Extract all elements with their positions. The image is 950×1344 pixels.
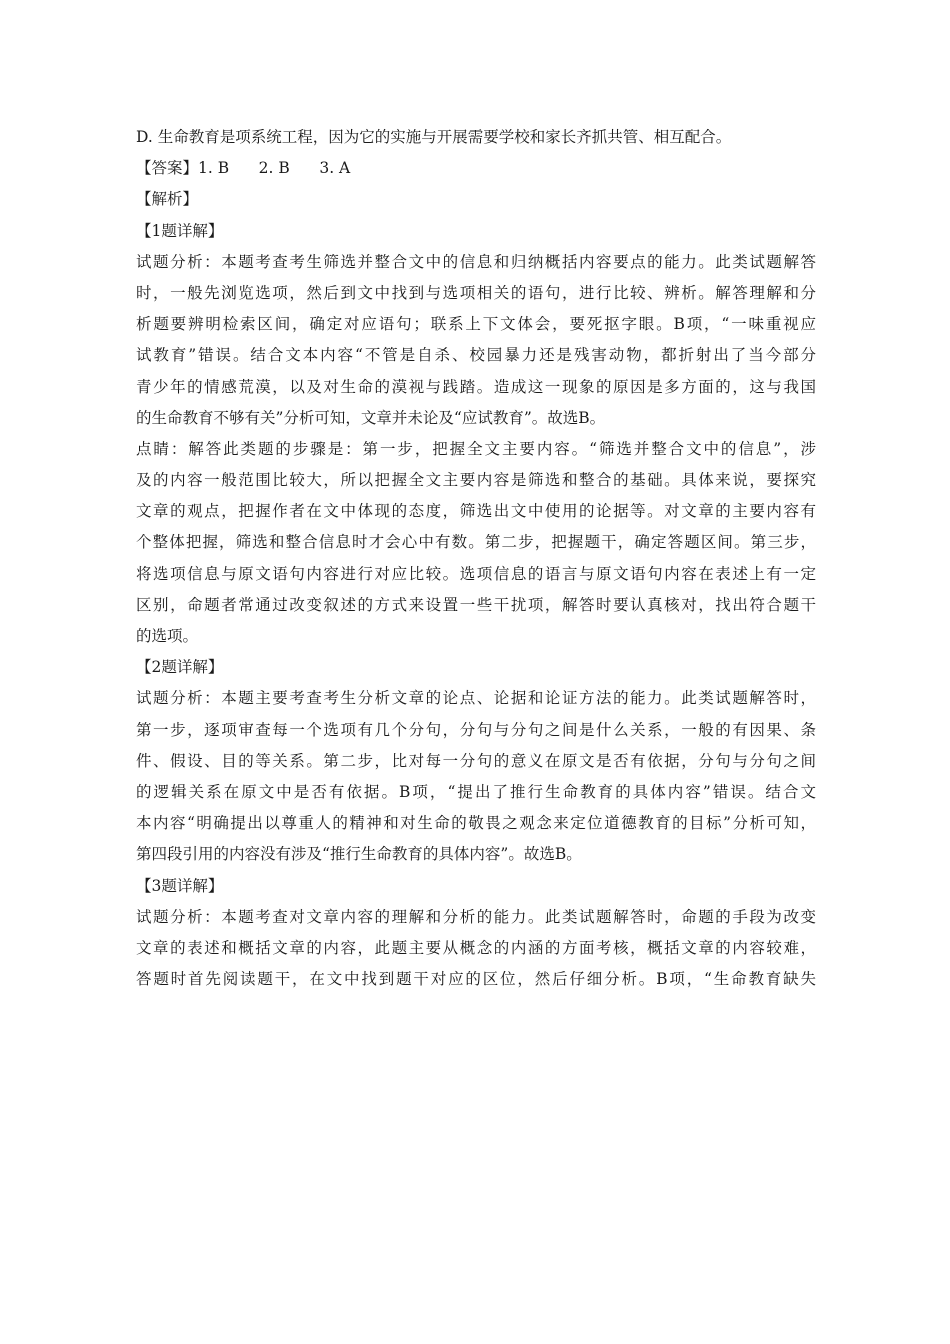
tip-line: 个整体把握，筛选和整合信息时才会心中有数。第二步，把握题干，确定答题区间。第三步， <box>136 533 816 552</box>
tip-line: 区别，命题者常通过改变叙述的方式来设置一些干扰项，解答时要认真核对，找出符合题干 <box>136 595 816 614</box>
q1-analysis-line: 青少年的情感荒漠，以及对生命的漠视与践踏。造成这一现象的原因是多方面的，这与我国 <box>136 377 816 396</box>
option-d-line: D. 生命教育是项系统工程，因为它的实施与开展需要学校和家长齐抓共管、相互配合。 <box>136 128 732 146</box>
q3-analysis-line: 答题时首先阅读题干，在文中找到题干对应的区位，然后仔细分析。B项，“生命教育缺失 <box>136 970 816 989</box>
q1-analysis-line: 试题分析：本题考查考生筛选并整合文中的信息和归纳概括内容要点的能力。此类试题解答 <box>136 252 816 271</box>
q2-analysis-line: 第一步，逐项审查每一个选项有几个分句，分句与分句之间是什么关系，一般的有因果、条 <box>136 720 816 739</box>
tip-line: 将选项信息与原文语句内容进行对应比较。选项信息的语言与原文语句内容在表述上有一定 <box>136 564 816 583</box>
q2-analysis-line: 件、假设、目的等关系。第二步，比对每一分句的意义在原文是否有依据，分句与分句之间 <box>136 751 816 770</box>
answer-line: 【答案】1. B 2. B 3. A <box>136 159 351 178</box>
q2-heading: 【2题详解】 <box>136 658 224 677</box>
q1-analysis-line: 的生命教育不够有关”分析可知，文章并未论及“应试教育”。故选B。 <box>136 408 606 427</box>
tip-line: 及的内容一般范围比较大，所以把握全文主要内容是筛选和整合的基础。具体来说，要探究 <box>136 471 816 490</box>
tip-line: 点睛：解答此类题的步骤是：第一步，把握全文主要内容。“筛选并整合文中的信息”，涉 <box>136 439 816 458</box>
tip-line: 的选项。 <box>136 627 199 645</box>
analysis-heading: 【解析】 <box>136 190 199 209</box>
q2-analysis-line: 试题分析：本题主要考查考生分析文章的论点、论据和论证方法的能力。此类试题解答时， <box>136 689 816 708</box>
q1-heading: 【1题详解】 <box>136 221 224 240</box>
q3-heading: 【3题详解】 <box>136 876 224 895</box>
q3-analysis-line: 试题分析：本题考查对文章内容的理解和分析的能力。此类试题解答时，命题的手段为改变 <box>136 907 816 926</box>
q1-analysis-line: 试教育”错误。结合文本内容“不管是自杀、校园暴力还是残害动物，都折射出了当今部分 <box>136 346 816 365</box>
q1-analysis-line: 时，一般先浏览选项，然后到文中找到与选项相关的语句，进行比较、辨析。解答理解和分 <box>136 283 816 302</box>
tip-line: 文章的观点，把握作者在文中体现的态度，筛选出文中使用的论据等。对文章的主要内容有 <box>136 502 816 521</box>
q3-analysis-line: 文章的表述和概括文章的内容，此题主要从概念的内涵的方面考核，概括文章的内容较难， <box>136 938 816 957</box>
q2-analysis-line: 的逻辑关系在原文中是否有依据。B项，“提出了推行生命教育的具体内容”错误。结合文 <box>136 782 816 801</box>
document-body <box>136 122 816 995</box>
q2-analysis-line: 本内容“明确提出以尊重人的精神和对生命的敬畏之观念来定位道德教育的目标”分析可知， <box>136 814 816 833</box>
q1-analysis-line: 析题要辨明检索区间，确定对应语句；联系上下文体会，要死抠字眼。B项，“一味重视应 <box>136 315 816 334</box>
q2-analysis-line: 第四段引用的内容没有涉及“推行生命教育的具体内容”。故选B。 <box>136 845 582 864</box>
